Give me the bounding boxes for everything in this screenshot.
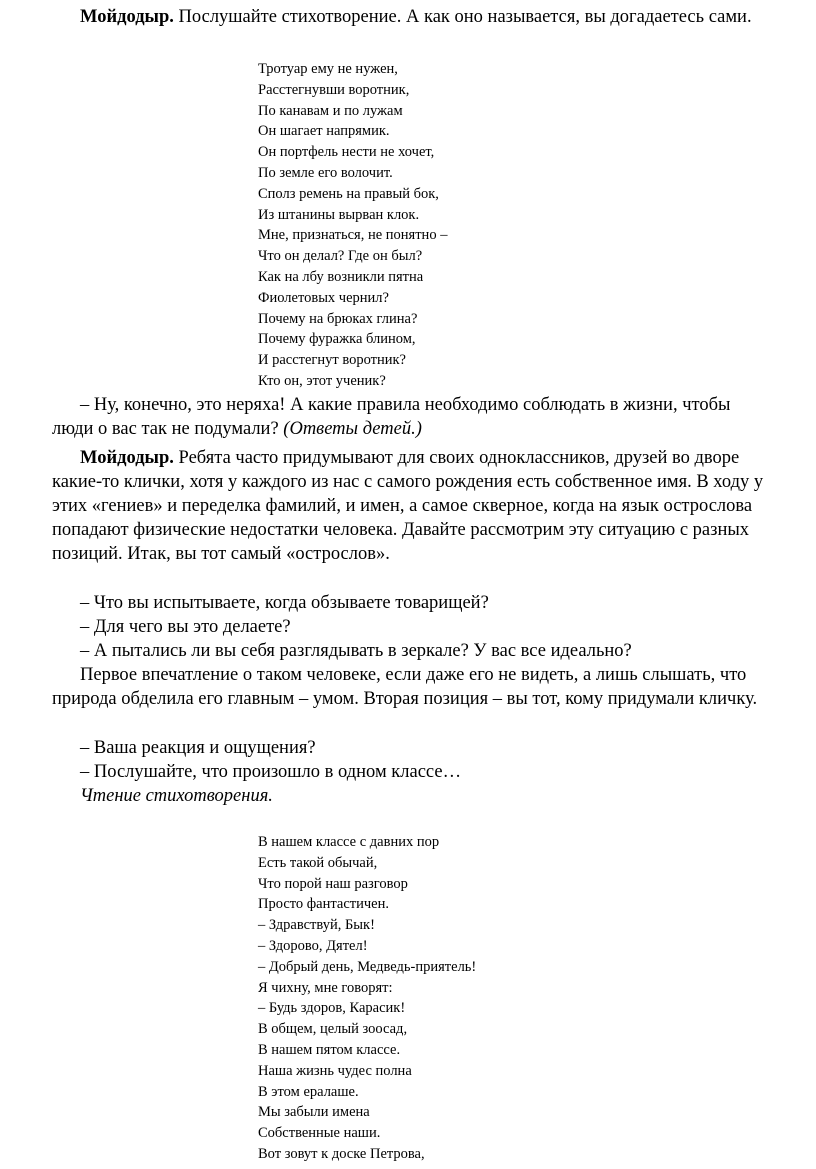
poem-line: В нашем пятом классе.	[258, 1041, 401, 1058]
poem-line: Вот зовут к доске Петрова,	[258, 1145, 425, 1162]
question-1: – Что вы испытываете, когда обзываете товарищей?	[80, 593, 489, 613]
poem-line: Что он делал? Где он был?	[258, 248, 423, 265]
poem-line: Фиолетовых чернил?	[258, 289, 389, 306]
third-text: Первое впечатление о таком человеке, если даже его не видеть, а лишь слышать, что природа обделила его главным – умом. Вторая позиция – вы тот, кому придумали кличку.	[52, 665, 758, 709]
poem-line: Есть такой обычай,	[258, 854, 378, 871]
poem-line: – Здравствуй, Бык!	[258, 917, 375, 934]
poem-line: Собственные наши.	[258, 1125, 381, 1142]
question-4: – Ваша реакция и ощущения?	[80, 738, 316, 758]
poem-line: В нашем классе с давних пор	[258, 834, 440, 850]
poem-line: Он портфель нести не хочет,	[258, 144, 435, 161]
poem-line: Сполз ремень на правый бок,	[258, 185, 439, 202]
answer-note: (Ответы детей.)	[283, 419, 422, 439]
answer-text: – Ну, конечно, это неряха! А какие правила необходимо соблюдать в жизни, чтобы люди о вас так не подумали?	[52, 395, 731, 439]
poem-line: Он шагает напрямик.	[258, 123, 390, 140]
poem-line: Я чихну, мне говорят:	[258, 979, 393, 996]
question-3: – А пытались ли вы себя разглядывать в зеркале? У вас все идеально?	[80, 641, 632, 661]
third-paragraph	[52, 663, 768, 711]
question-5: – Послушайте, что произошло в одном классе…	[80, 762, 462, 782]
poem-line: И расстегнут воротник?	[258, 352, 406, 369]
second-paragraph	[52, 446, 768, 566]
poem-line: Мне, признаться, не понятно –	[258, 227, 448, 244]
poem-line: Как на лбу возникли пятна	[258, 268, 424, 285]
answer-paragraph	[52, 393, 768, 441]
poem-line: В общем, целый зоосад,	[258, 1021, 408, 1038]
poem-line: – Здорово, Дятел!	[258, 937, 368, 954]
poem-line: Что порой наш разговор	[258, 875, 408, 892]
poem-line: Из штанины вырван клок.	[258, 206, 420, 223]
poem-1	[258, 59, 678, 392]
poem-line: Почему на брюках глина?	[258, 310, 418, 327]
question-2: – Для чего вы это делаете?	[80, 617, 291, 637]
poem-line: Просто фантастичен.	[258, 896, 389, 913]
poem-line: В этом ералаше.	[258, 1083, 359, 1100]
intro-paragraph	[52, 5, 768, 29]
poem-line: Тротуар ему не нужен,	[258, 61, 398, 77]
poem-line: – Добрый день, Медведь-приятель!	[258, 958, 477, 975]
poem-line: По земле его волочит.	[258, 164, 393, 181]
poem-line: Расстегнувши воротник,	[258, 81, 410, 98]
poem-line: Наша жизнь чудес полна	[258, 1062, 412, 1079]
poem-line: По канавам и по лужам	[258, 102, 403, 119]
poem-line: – Будь здоров, Карасик!	[258, 1000, 406, 1017]
reading-note: Чтение стихотворения.	[80, 786, 273, 806]
intro-text: Послушайте стихотворение. А как оно называется, вы догадаетесь сами.	[173, 7, 752, 27]
poem-line: Почему фуражка блином,	[258, 331, 416, 348]
poem-2	[258, 832, 678, 1165]
poem-line: Мы забыли имена	[258, 1104, 370, 1121]
second-text: Ребята часто придумывают для своих одноклассников, друзей во дворе какие-то клички, хотя у каждого из нас с самого рождения есть собственное имя. В ходу у этих «гениев» и переделка фамилий, и имен, а самое скверное, когда на язык острослова попадают физические недостатки человека. Давайте рассмотрим эту ситуацию с разных позиций. Итак, вы тот самый «острослов».	[52, 448, 764, 564]
speaker-name: Мойдодыр.	[80, 7, 174, 27]
speaker-name: Мойдодыр.	[80, 448, 174, 468]
poem-line: Кто он, этот ученик?	[258, 372, 386, 389]
